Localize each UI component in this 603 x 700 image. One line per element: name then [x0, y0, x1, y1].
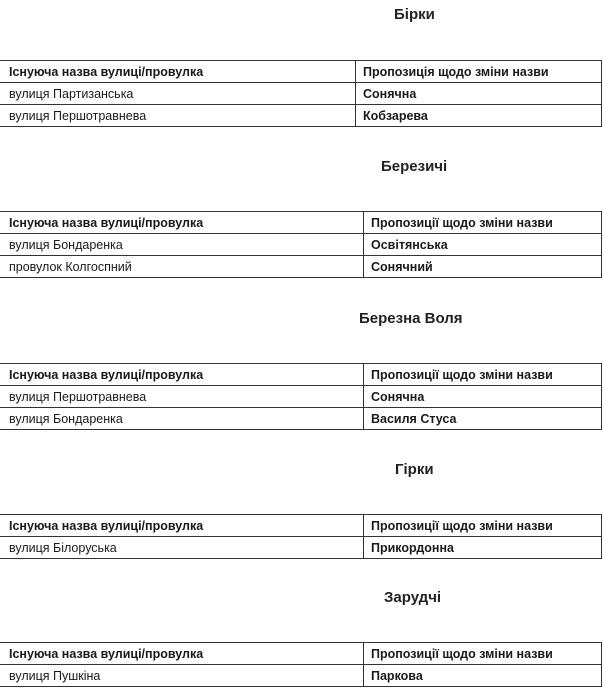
table-row: [0, 665, 602, 687]
table-header-row: [0, 212, 602, 234]
header-existing-name: Існуюча назва вулиці/провулка: [0, 61, 356, 83]
existing-street-name: вулиця Білоруська: [0, 537, 364, 559]
proposed-street-name: Кобзарева: [356, 105, 602, 127]
header-existing-name: Існуюча назва вулиці/провулка: [0, 515, 364, 537]
header-proposed-name: Пропозиція щодо зміни назви: [356, 61, 602, 83]
table-row: [0, 256, 602, 278]
street-table-berezna-volia: [0, 363, 602, 430]
table-row: [0, 537, 602, 559]
existing-street-name: вулиця Партизанська: [0, 83, 356, 105]
existing-street-name: вулиця Першотравнева: [0, 105, 356, 127]
header-existing-name: Існуюча назва вулиці/провулка: [0, 364, 364, 386]
section-title-hirky: Гірки: [395, 461, 434, 478]
table-header-row: [0, 364, 602, 386]
proposed-street-name: Сонячна: [356, 83, 602, 105]
header-proposed-name: Пропозиції щодо зміни назви: [364, 364, 602, 386]
table-header-row: [0, 643, 602, 665]
header-existing-name: Існуюча назва вулиці/провулка: [0, 212, 364, 234]
existing-street-name: вулиця Бондаренка: [0, 234, 364, 256]
proposed-street-name: Освітянська: [364, 234, 602, 256]
table-row: [0, 408, 602, 430]
table-header-row: [0, 515, 602, 537]
table-row: [0, 105, 602, 127]
header-proposed-name: Пропозиції щодо зміни назви: [364, 643, 602, 665]
table-header-row: [0, 61, 602, 83]
table-row: [0, 386, 602, 408]
section-title-birky: Бірки: [394, 6, 435, 23]
header-proposed-name: Пропозиції щодо зміни назви: [364, 515, 602, 537]
section-title-berezna-volia: Березна Воля: [359, 310, 463, 327]
section-title-zarudchi: Зарудчі: [384, 589, 442, 606]
street-table-hirky: [0, 514, 602, 559]
existing-street-name: вулиця Бондаренка: [0, 408, 364, 430]
proposed-street-name: Паркова: [364, 665, 602, 687]
proposed-street-name: Василя Стуса: [364, 408, 602, 430]
existing-street-name: вулиця Першотравнева: [0, 386, 364, 408]
header-proposed-name: Пропозиції щодо зміни назви: [364, 212, 602, 234]
street-table-zarudchi: [0, 642, 602, 687]
section-title-berezychi: Березичі: [381, 158, 448, 175]
existing-street-name: провулок Колгоспний: [0, 256, 364, 278]
proposed-street-name: Сонячний: [364, 256, 602, 278]
table-row: [0, 83, 602, 105]
table-row: [0, 234, 602, 256]
street-table-berezychi: [0, 211, 602, 278]
proposed-street-name: Прикордонна: [364, 537, 602, 559]
proposed-street-name: Сонячна: [364, 386, 602, 408]
existing-street-name: вулиця Пушкіна: [0, 665, 364, 687]
header-existing-name: Існуюча назва вулиці/провулка: [0, 643, 364, 665]
street-table-birky: [0, 60, 602, 127]
